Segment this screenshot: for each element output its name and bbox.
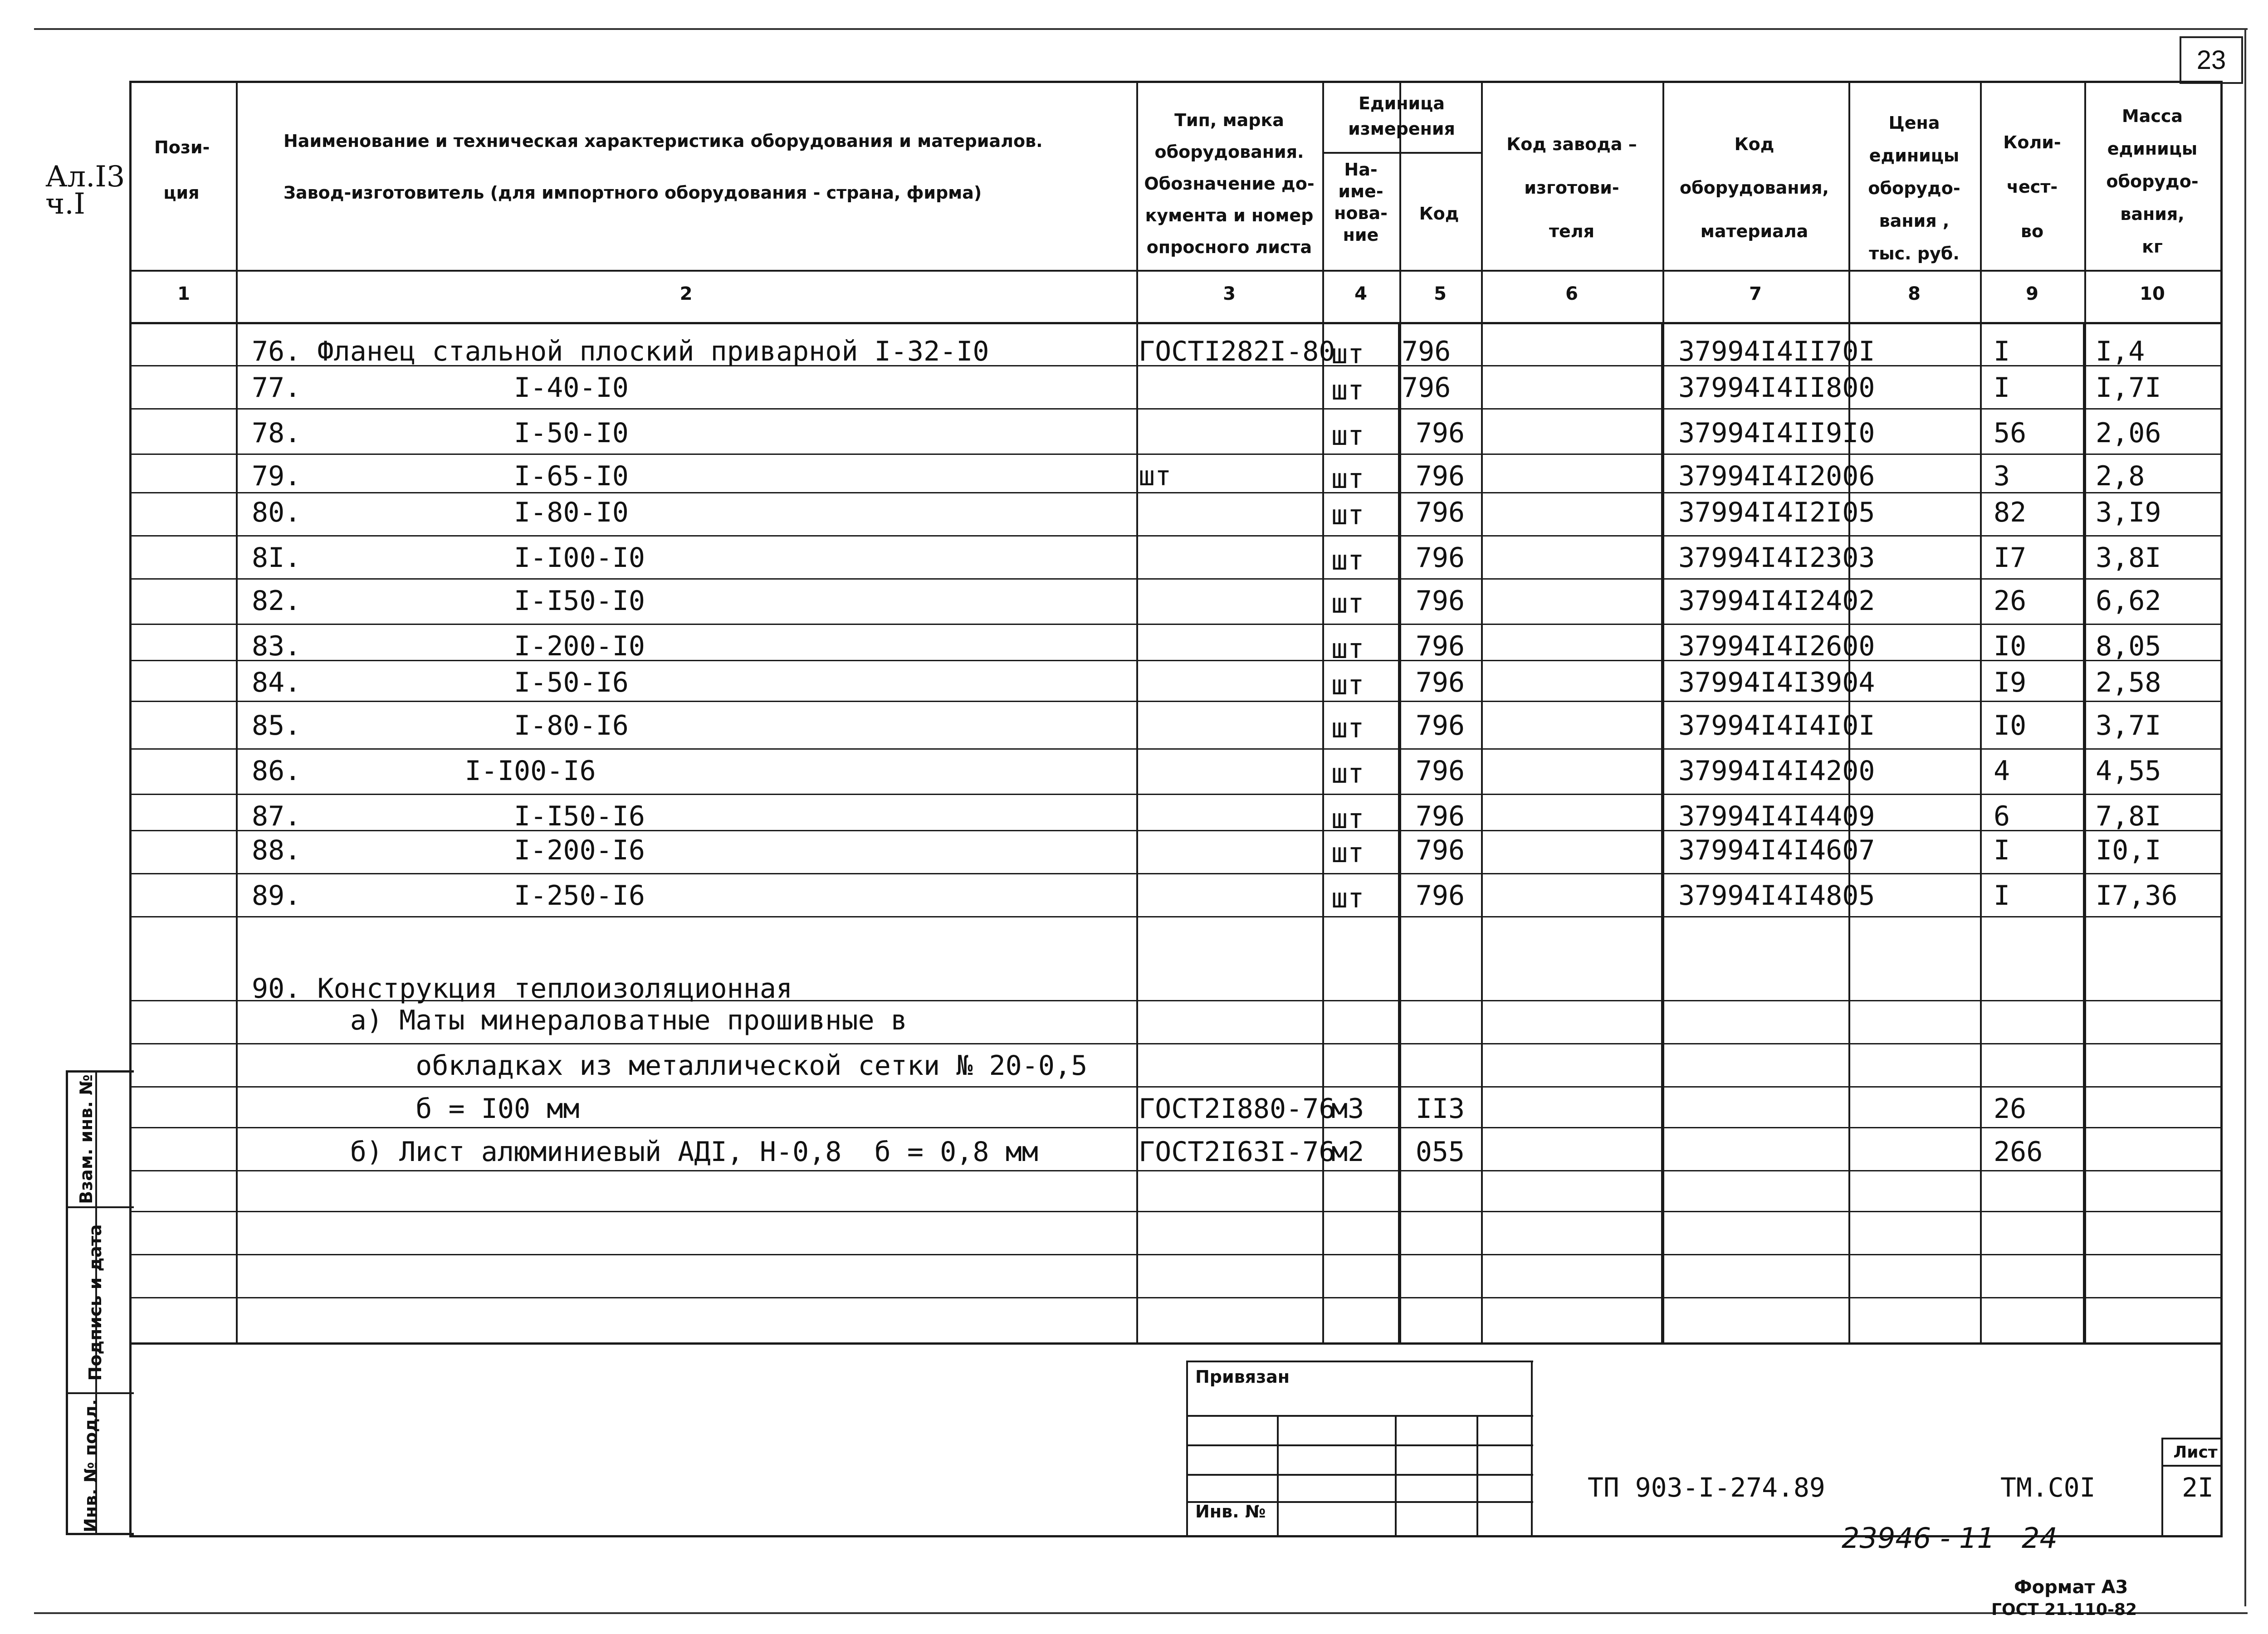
row-separator (129, 1086, 2223, 1088)
row-separator (129, 916, 2223, 917)
header-line: нова- (1334, 203, 1388, 223)
row-unit-code: 796 (1415, 417, 1465, 449)
row-name: 77. I-40-I0 (252, 372, 629, 404)
row-separator (129, 701, 2223, 702)
handwritten-number: 23946 - 11 24 (1842, 1522, 2058, 1555)
stamp-row1 (1186, 1415, 1533, 1417)
header-position: Пози-ция (154, 137, 210, 203)
stamp-sheet-left (2161, 1438, 2163, 1535)
row-unit-code: 796 (1402, 372, 1451, 404)
row-mass: 2,8 (2096, 460, 2145, 492)
row-mass: 4,55 (2096, 755, 2161, 787)
row-name: 80. I-80-I0 (252, 497, 629, 528)
column-number-4: 4 (1354, 283, 1367, 304)
bottom-edge-line (34, 1612, 2248, 1614)
stamp-mark: ТМ.С0I (2000, 1472, 2096, 1503)
header-line: ние (1343, 225, 1379, 245)
row-name: 85. I-80-I6 (252, 710, 629, 741)
header-line: вания, (2120, 204, 2185, 224)
stamp-col1 (1277, 1415, 1279, 1535)
row-quantity: 56 (1994, 417, 2027, 449)
row2-name: 90. Конструкция теплоизоляционная (252, 973, 793, 1005)
column-separator (236, 81, 238, 1342)
album-label (45, 160, 125, 221)
row-quantity: 82 (1994, 497, 2027, 528)
header-line: Код (1734, 134, 1774, 154)
album-line1: Ал.I3 (45, 160, 125, 194)
row-unit-code: 796 (1415, 497, 1465, 528)
header-line: материала (1700, 221, 1809, 241)
right-edge-line (2244, 28, 2246, 1606)
row-mass: 8,05 (2096, 630, 2161, 662)
row-material-code: 37994I4I4200 (1678, 755, 1875, 787)
header-line: единицы (2107, 139, 2198, 159)
row-quantity: I (1994, 834, 2010, 866)
row-material-code: 37994I4I2600 (1678, 630, 1875, 662)
row-quantity: I (1994, 372, 2010, 404)
row-doc: ГОСТI282I-80 (1139, 336, 1335, 367)
row-mass: I,7I (2096, 372, 2161, 404)
header-line: вания , (1879, 211, 1950, 231)
header-factory-code (1481, 122, 1662, 253)
row-material-code: 37994I4I4607 (1678, 834, 1875, 866)
row2-unit: м2 (1331, 1136, 1364, 1168)
album-line2: ч.I (45, 187, 85, 221)
row-separator (129, 748, 2223, 750)
row-material-code: 37994I4I3904 (1678, 667, 1875, 698)
row2-name: а) Маты минераловатные прошивные в (252, 1005, 907, 1036)
stamp-col3 (1476, 1415, 1478, 1535)
stamp-designation: ТП 903-I-274.89 (1588, 1472, 1825, 1503)
header-line: теля (1549, 221, 1595, 241)
column-separator (1481, 81, 1483, 1342)
format-label: Формат А3 (2014, 1577, 2128, 1598)
stamp-sheet-mid (2161, 1465, 2223, 1467)
header-line: опросного листа (1146, 237, 1312, 257)
side-label-inv-original: Инв. № подл. (81, 1399, 101, 1533)
header-line: кумента и номер (1145, 205, 1314, 225)
row-unit: шт (1331, 669, 1364, 701)
header-line: во (2020, 221, 2044, 241)
code-column-thick-border (1398, 322, 1401, 1342)
mass-column-thick-border (2083, 322, 2086, 1342)
row-material-code: 37994I4II70I (1678, 336, 1875, 367)
row-name: 84. I-50-I6 (252, 667, 629, 698)
row-separator (129, 492, 2223, 493)
row-unit: шт (1331, 338, 1364, 370)
row-unit-code: 796 (1415, 755, 1465, 787)
row2-doc: ГОСТ2I880-76 (1139, 1093, 1335, 1125)
row-mass: 6,62 (2096, 585, 2161, 617)
stamp-row2 (1186, 1444, 1533, 1446)
stamp-top (1186, 1361, 1533, 1362)
row2-doc: ГОСТ2I63I-76 (1139, 1136, 1335, 1168)
row-separator (129, 1170, 2223, 1171)
row2-quantity: 26 (1994, 1093, 2027, 1125)
stamp-inv-no: Инв. № (1195, 1502, 1266, 1522)
row-name: 79. I-65-I0 (252, 460, 629, 492)
header-mass (2084, 100, 2220, 263)
header-line: име- (1338, 181, 1383, 201)
row-mass: I,4 (2096, 336, 2145, 367)
row-quantity: I9 (1994, 667, 2027, 698)
header-unit (1322, 91, 1481, 141)
column-number-10: 10 (2140, 283, 2165, 304)
side-label-signature: Подпись и дата (85, 1224, 105, 1381)
row-unit: шт (1331, 588, 1364, 619)
column-number-9: 9 (2026, 283, 2038, 304)
row-material-code: 37994I4I2402 (1678, 585, 1875, 617)
row-quantity: 6 (1994, 800, 2010, 832)
row2-unit-code: II3 (1415, 1093, 1465, 1125)
row-unit-code: 796 (1415, 585, 1465, 617)
row-separator (129, 873, 2223, 874)
header-name-line2: Завод-изготовитель (для импортного оборудования - страна, фирма) (284, 183, 982, 203)
header-name (238, 127, 1136, 207)
row-quantity: I7 (1994, 542, 2027, 574)
stamp-right-inner (1531, 1361, 1533, 1535)
row-mass: 3,I9 (2096, 497, 2161, 528)
header-line: Обозначение до- (1144, 174, 1315, 194)
row2-name: б = I00 мм (252, 1093, 580, 1125)
header-line: оборудо- (1868, 178, 1960, 198)
header-line: На- (1344, 160, 1378, 180)
column-number-6: 6 (1565, 283, 1578, 304)
row-unit-code: 796 (1415, 630, 1465, 662)
row-mass: 2,58 (2096, 667, 2161, 698)
row-unit: шт (1331, 545, 1364, 576)
header-line: Цена (1888, 113, 1940, 133)
row-quantity: 26 (1994, 585, 2027, 617)
row-separator (129, 1254, 2223, 1255)
row-separator (129, 578, 2223, 580)
row-quantity: I0 (1994, 710, 2027, 741)
row-name: 82. I-I50-I0 (252, 585, 645, 617)
row-unit: шт (1331, 375, 1364, 406)
row-unit: шт (1331, 463, 1364, 495)
row-mass: 3,7I (2096, 710, 2161, 741)
row-unit-code: 796 (1415, 710, 1465, 741)
header-line: чест- (2006, 177, 2058, 197)
row-separator (129, 1211, 2223, 1212)
header-material-code (1662, 122, 1846, 253)
row-material-code: 37994I4I4I0I (1678, 710, 1875, 741)
row-unit-code: 796 (1415, 460, 1465, 492)
stamp-sheet-label: Лист (2173, 1443, 2218, 1462)
header-name-line1: Наименование и техническая характеристика оборудования и материалов. (284, 131, 1043, 151)
row-name: 88. I-200-I6 (252, 834, 645, 866)
row-unit-code: 796 (1402, 336, 1451, 367)
row2-unit-code: 055 (1415, 1136, 1465, 1168)
row-unit: шт (1331, 803, 1364, 835)
stamp-sheet-no: 2I (2182, 1472, 2214, 1503)
row-quantity: 4 (1994, 755, 2010, 787)
header-line: оборудо- (2106, 171, 2199, 191)
row-unit-code: 796 (1415, 800, 1465, 832)
row-unit-code: 796 (1415, 880, 1465, 912)
row-unit: шт (1331, 633, 1364, 665)
row-mass: 7,8I (2096, 800, 2161, 832)
row-material-code: 37994I4I4409 (1678, 800, 1875, 832)
column-number-7: 7 (1749, 283, 1762, 304)
row-unit: шт (1331, 758, 1364, 790)
header-line: изготови- (1524, 178, 1619, 198)
row-separator (129, 454, 2223, 455)
row-unit: шт (1331, 883, 1364, 914)
table-right-border (2220, 81, 2223, 1535)
header-line: единицы (1869, 146, 1960, 166)
header-line: измерения (1348, 119, 1455, 139)
row-unit-code: 796 (1415, 542, 1465, 574)
header-line: Масса (2121, 106, 2183, 126)
header-line: Коли- (2003, 132, 2061, 152)
header-line: Единица (1359, 93, 1445, 113)
column-number-5: 5 (1434, 283, 1447, 304)
colnum-bottom-border (129, 322, 2223, 324)
row-doc: шт (1139, 460, 1172, 492)
column-number-3: 3 (1223, 283, 1236, 304)
row-name: 8I. I-I00-I0 (252, 542, 645, 574)
row-separator (129, 535, 2223, 537)
column-number-8: 8 (1908, 283, 1921, 304)
header-unit-name (1322, 159, 1399, 246)
row-material-code: 37994I4I2I05 (1678, 497, 1875, 528)
table-bottom-border (129, 1342, 2223, 1345)
row-separator (129, 1127, 2223, 1128)
side-label-replace-inv: Взам. инв. № (76, 1074, 96, 1204)
header-line: Код завода – (1506, 134, 1637, 154)
row2-name: б) Лист алюминиевый АДI, Н-0,8 б = 0,8 мм (252, 1136, 1038, 1168)
stamp-col2 (1395, 1415, 1397, 1535)
table-top-border (129, 81, 2223, 83)
row-name: 86. I-I00-I6 (252, 755, 596, 787)
header-line: кг (2142, 237, 2163, 257)
row-material-code: 37994I4I4805 (1678, 880, 1875, 912)
header-line: оборудования. (1154, 142, 1304, 162)
row-material-code: 37994I4I2006 (1678, 460, 1875, 492)
gost-label: ГОСТ 21.110-82 (1991, 1600, 2137, 1619)
row2-name: обкладках из металлической сетки № 20-0,5 (252, 1050, 1088, 1082)
header-quantity (1980, 120, 2084, 254)
row-material-code: 37994I4II800 (1678, 372, 1875, 404)
row-mass: 2,06 (2096, 417, 2161, 449)
stamp-privyazan: Привязан (1195, 1367, 1290, 1387)
row-quantity: I (1994, 880, 2010, 912)
row-separator (129, 1297, 2223, 1298)
column-separator (1980, 81, 1982, 1342)
row-name: 89. I-250-I6 (252, 880, 645, 912)
row-material-code: 37994I4II9I0 (1678, 417, 1875, 449)
row-separator (129, 408, 2223, 410)
header-price (1848, 107, 1980, 270)
row-quantity: I (1994, 336, 2010, 367)
unit-subheader-border (1322, 152, 1481, 154)
row-name: 76. Фланец стальной плоский приварной I-32-I0 (252, 336, 989, 367)
column-separator (1136, 81, 1138, 1342)
header-line: оборудования, (1680, 178, 1829, 198)
row-separator (129, 794, 2223, 795)
row-unit: шт (1331, 837, 1364, 869)
row2-quantity: 266 (1994, 1136, 2043, 1168)
row-unit-code: 796 (1415, 834, 1465, 866)
column-number-2: 2 (679, 283, 693, 304)
row-unit: шт (1331, 499, 1364, 531)
top-edge-line (34, 28, 2248, 30)
row-mass: I7,36 (2096, 880, 2178, 912)
row-separator (129, 1043, 2223, 1044)
row-unit: шт (1331, 420, 1364, 452)
stamp-left (1186, 1361, 1188, 1535)
row-unit: шт (1331, 712, 1364, 744)
material-column-thick-border (1661, 322, 1664, 1342)
stamp-row3 (1186, 1474, 1533, 1476)
header-line: Тип, марка (1174, 110, 1284, 130)
row2-unit: м3 (1331, 1093, 1364, 1125)
row-mass: 3,8I (2096, 542, 2161, 574)
header-unit-code: Код (1419, 204, 1459, 224)
header-doc (1136, 104, 1322, 263)
row-separator (129, 624, 2223, 625)
header-bottom-border (129, 270, 2223, 272)
row-name: 78. I-50-I0 (252, 417, 629, 449)
row-name: 87. I-I50-I6 (252, 800, 645, 832)
page-number: 23 (2180, 36, 2243, 84)
stamp-sheet-top (2161, 1438, 2223, 1439)
row-name: 83. I-200-I0 (252, 630, 645, 662)
side-strip-left (66, 1070, 68, 1535)
row-mass: I0,I (2096, 834, 2161, 866)
header-line: тыс. руб. (1869, 244, 1960, 263)
row-unit-code: 796 (1415, 667, 1465, 698)
row-quantity: I0 (1994, 630, 2027, 662)
row-material-code: 37994I4I2303 (1678, 542, 1875, 574)
row-quantity: 3 (1994, 460, 2010, 492)
column-number-1: 1 (177, 283, 190, 304)
